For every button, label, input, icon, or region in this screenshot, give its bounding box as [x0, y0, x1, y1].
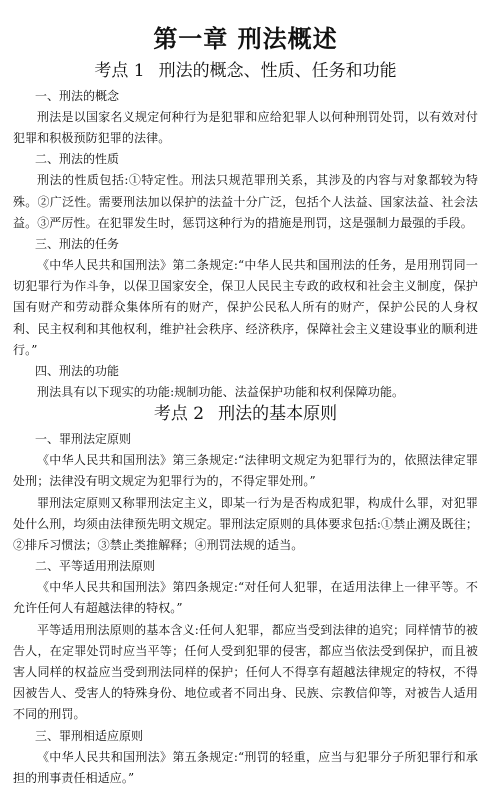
paragraph: 罪刑法定原则又称罪刑法定主义，即某一行为是否构成犯罪，构成什么罪，对犯罪处什么刑，均须由法律预先明文规定。罪刑法定原则的具体要求包括:①禁止溯及既往；②排斥习惯法；③禁止类推解释；④刑罚法规的适当。 [13, 495, 478, 553]
section-heading-1 [13, 60, 478, 82]
paragraph: 刑法是以国家名义规定何种行为是犯罪和应给犯罪人以何种刑罚处罚，以有效对付犯罪和积极预防犯罪的法律。 [13, 110, 478, 146]
section-heading-2 [13, 403, 478, 425]
subsection-title: 二、平等适用刑法原则 [35, 559, 156, 574]
paragraph: 《中华人民共和国刑法》第二条规定:“中华人民共和国刑法的任务，是用刑罚同一切犯罪行为作斗争，以保卫国家安全，保卫人民民主专政的政权和社会主义制度，保护国有财产和劳动群众集体所有的财产，保护公民私人所有的财产，保护公民的人身权利、民主权利和其他权利，维护社会秩序、经济秩序，保障社会主义建设事业的顺利进行。” [13, 258, 478, 357]
paragraph: 平等适用刑法原则的基本含义:任何人犯罪，都应当受到法律的追究；同样情节的被告人，在定罪处罚时应当平等；任何人受到犯罪的侵害，都应当依法受到保护，而且被害人同样的权益应当受到刑法同样的保护；任何人不得享有超越法律规定的特权，不得因被告人、受害人的特殊身份、地位或者不同出身、民族、宗教信仰等，对被告人适用不同的刑罚。 [13, 622, 478, 722]
paragraph: 刑法的性质包括:①特定性。刑法只规范罪刑关系，其涉及的内容与对象都较为特殊。②广泛性。需要刑法加以保护的法益十分广泛，包括个人法益、国家法益、社会法益。③严厉性。在犯罪发生时，惩罚这种行为的措施是刑罚，这是强制力最强的手段。 [13, 173, 478, 230]
section-title: 刑法的基本原则 [218, 404, 338, 425]
subsection-title: 二、刑法的性质 [35, 152, 120, 167]
subsection-title: 一、罪刑法定原则 [35, 432, 132, 447]
chapter-title: 第一章 刑法概述 [153, 24, 338, 53]
subsection-title: 一、刑法的概念 [35, 89, 120, 103]
section-number: 考点 1 [94, 61, 145, 81]
subsection-title: 四、刑法的功能 [35, 364, 120, 379]
paragraph: 《中华人民共和国刑法》第五条规定:“刑罚的轻重，应当与犯罪分子所犯罪行和承担的刑事责任相适应。” [13, 749, 478, 785]
paragraph: 《中华人民共和国刑法》第三条规定:“法律明文规定为犯罪行为的，依照法律定罪处刑；法律没有明文规定为犯罪行为的，不得定罪处刑。” [13, 453, 478, 489]
paragraph: 《中华人民共和国刑法》第四条规定:“对任何人犯罪，在适用法律上一律平等。不允许任何人有超越法律的特权。” [13, 580, 478, 616]
subsection-title: 三、罪刑相适应原则 [35, 728, 144, 743]
section-number: 考点 2 [153, 404, 205, 425]
paragraph: 刑法具有以下现实的功能:规制功能、法益保护功能和权利保障功能。 [37, 385, 405, 400]
section-title: 刑法的概念、性质、任务和功能 [158, 61, 397, 81]
subsection-title: 三、刑法的任务 [35, 237, 120, 252]
